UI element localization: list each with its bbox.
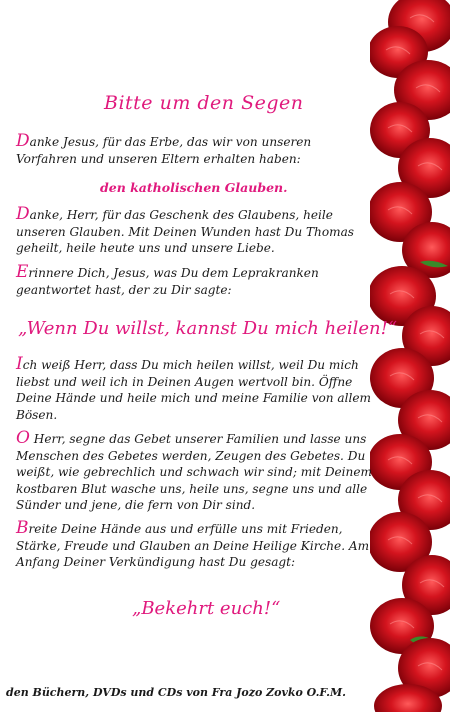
quote-convert: „Bekehrt euch!“ xyxy=(132,598,281,619)
initial-letter: D xyxy=(16,204,30,224)
quote-heal: „Wenn Du willst, kannst Du mich heilen!“ xyxy=(18,318,398,339)
paragraph-text: rinnere Dich, Jesus, was Du dem Leprakranken geantwortet hast, der zu Dir sagte: xyxy=(16,266,319,297)
paragraph-text: Herr, segne das Gebet unserer Familien und lasse uns Menschen des Gebetes werden, Zeugen des Gebetes. Du weißt, wie gebrechlich und schwach wir sind; mit Deinem kostbaren Blut wasche uns, heile uns, segne uns und alle Sünder und jene, die fern von Dir sind. xyxy=(16,432,372,513)
paragraph-4 xyxy=(16,356,374,423)
initial-letter: B xyxy=(16,518,29,538)
initial-letter: D xyxy=(16,131,30,151)
roses-border-image xyxy=(370,0,450,712)
paragraph-3 xyxy=(16,264,374,298)
initial-letter: O xyxy=(16,428,30,448)
paragraph-6 xyxy=(16,520,374,571)
paragraph-text: ch weiß Herr, dass Du mich heilen willst, weil Du mich liebst und weil ich in Deinen Augen wertvoll bin. Öffne Deine Hände und heile mich und meine Familie von allem Bösen. xyxy=(16,358,372,422)
initial-letter: I xyxy=(16,354,23,374)
initial-letter: E xyxy=(16,262,29,282)
paragraph-1 xyxy=(16,133,374,167)
paragraph-text: reite Deine Hände aus und erfülle uns mit Frieden, Stärke, Freude und Glauben an Deine Heilige Kirche. Am Anfang Deiner Verkündigung hast Du gesagt: xyxy=(16,522,370,570)
emphasis-line: den katholischen Glauben. xyxy=(100,180,288,195)
paragraph-text: anke, Herr, für das Geschenk des Glaubens, heile unseren Glauben. Mit Deinen Wunden hast Du Thomas geheilt, heile heute uns und unsere Liebe. xyxy=(16,208,354,256)
paragraph-2 xyxy=(16,206,374,257)
rose-cluster xyxy=(370,0,450,712)
page-title: Bitte um den Segen xyxy=(104,92,304,114)
source-footer: den Büchern, DVDs und CDs von Fra Jozo Zovko O.F.M. xyxy=(6,686,346,699)
paragraph-text: anke Jesus, für das Erbe, das wir von unseren Vorfahren und unseren Eltern erhalten haben: xyxy=(16,135,312,166)
paragraph-5 xyxy=(16,430,374,514)
